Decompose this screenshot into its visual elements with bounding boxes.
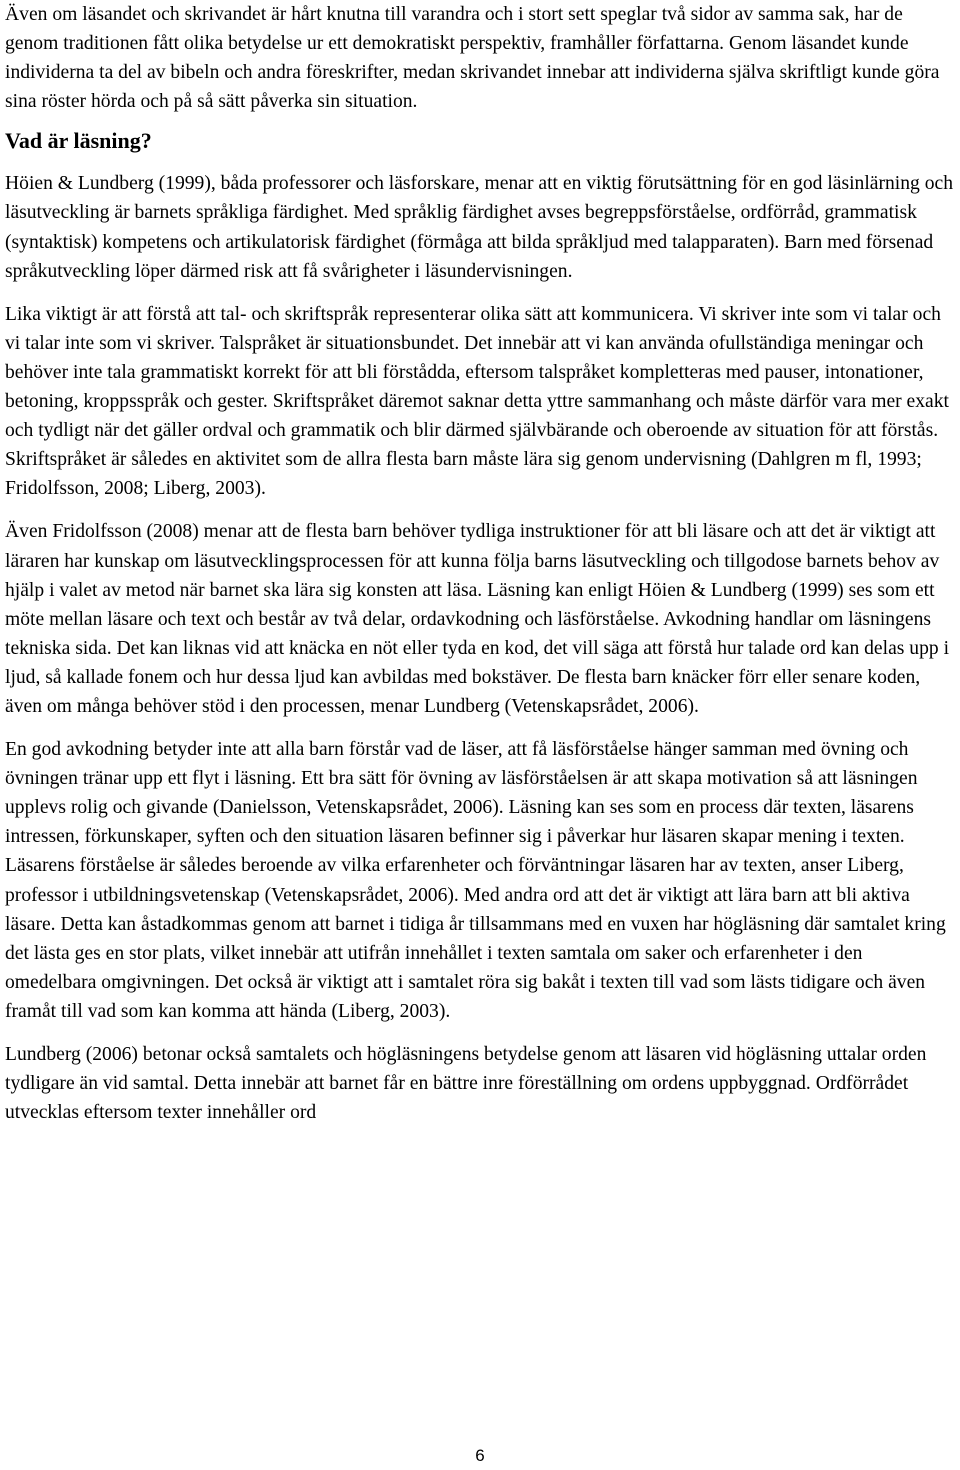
paragraph-2: Lika viktigt är att förstå att tal- och skriftspråk representerar olika sätt att kommunicera. Vi skriver inte som vi talar och vi talar inte som vi skriver. Talspråket är situationsbundet. Det innebär att vi kan använda ofullständiga meningar och behöver inte tala grammatiskt korrekt för att bli förstådda, eftersom talspråket kompletteras med pauser, intonationer, betoning, kroppsspråk och gester. Skriftspråket däremot saknar detta yttre sammanhang och måste därför vara mer exakt och tydligt när det gäller ordval och grammatik och blir därmed självbärande och oberoende av situation för att förstås. Skriftspråket är således en aktivitet som de allra flesta barn måste lära sig genom undervisning (Dahlgren m fl, 1993; Fridolfsson, 2008; Liberg, 2003). (5, 303, 949, 500)
paragraph-intro: Även om läsandet och skrivandet är hårt knutna till varandra och i stort sett speglar två sidor av samma sak, har de genom traditionen fått olika betydelse ur ett demokratiskt perspektiv, framhåller författarna. Genom läsandet kunde individerna ta del av bibeln och andra föreskrifter, medan skrivandet innebar att individerna själva skriftligt kunde göra sina röster hörda och på så sätt påverka sin situation. (5, 4, 940, 113)
paragraph-3: Även Fridolfsson (2008) menar att de flesta barn behöver tydliga instruktioner för att bli läsare och att det är viktigt att läraren har kunskap om läsutvecklingsprocessen för att kunna följa barns läsutveckling och tillgodose barnets behov av hjälp i valet av metod när barnet ska lära sig konsten att läsa. Läsning kan enligt Höien & Lundberg (1999) ses som ett möte mellan läsare och text och består av två delar, ordavkodning och läsförståelse. Avkodning handlar om läsningens tekniska sida. Det kan liknas vid att knäcka en nöt eller tyda en kod, det vill säga att förstå hur talade ord kan delas upp i ljud, så kallade fonem och hur dessa ljud kan avbildas med bokstäver. De flesta barn knäcker förr eller senare koden, även om många behöver stöd i den processen, menar Lundberg (Vetenskapsrådet, 2006). (5, 521, 950, 717)
section-heading: Vad är läsning? (5, 128, 152, 154)
paragraph-5: Lundberg (2006) betonar också samtalets och högläsningens betydelse genom att läsaren vid högläsning uttalar orden tydligare än vid samtal. Detta innebär att barnet får en bättre inre föreställning om ordens uppbyggnad. Ordförrådet utvecklas eftersom texter innehåller ord (5, 1044, 927, 1124)
document-page (5, 0, 957, 1127)
paragraph-1: Höien & Lundberg (1999), båda professorer och läsforskare, menar att en viktig förutsättning för en god läsinlärning och läsutveckling är barnets språkliga färdighet. Med språklig färdighet avses begreppsförståelse, ordförråd, grammatisk (syntaktisk) kompetens och artikulatorisk färdighet (förmåga att bilda språkljud med talapparaten). Barn med försenad språkutveckling löper därmed risk att få svårigheter i läsundervisningen. (5, 173, 954, 282)
paragraph-4: En god avkodning betyder inte att alla barn förstår vad de läser, att få läsförståelse hänger samman med övning och övningen tränar upp ett flyt i läsning. Ett bra sätt för övning av läsförståelsen är att skapa motivation så att läsningen upplevs rolig och givande (Danielsson, Vetenskapsrådet, 2006). Läsning kan ses som en process där texten, läsarens intressen, förkunskaper, syften och den situation läsaren befinner sig i påverkar hur läsaren skapar mening i texten. Läsarens förståelse är således beroende av vilka erfarenheter och förväntningar läsaren har av texten, anser Liberg, professor i utbildningsvetenskap (Vetenskapsrådet, 2006). Med andra ord att det är viktigt att lära barn att bli aktiva läsare. Detta kan åstadkommas genom att barnet i tidiga år tillsammans med en vuxen har högläsning där samtalet kring det lästa ges en stor plats, vilket innebär att utifrån innehållet i texten samtala om saker och erfarenheter i den omedelbara omgivningen. Det också är viktigt att i samtalet röra sig bakåt i texten till vad som lästs tidigare och även framåt till vad som kan komma att hända (Liberg, 2003). (5, 739, 946, 1022)
page-number: 6 (475, 1446, 485, 1465)
